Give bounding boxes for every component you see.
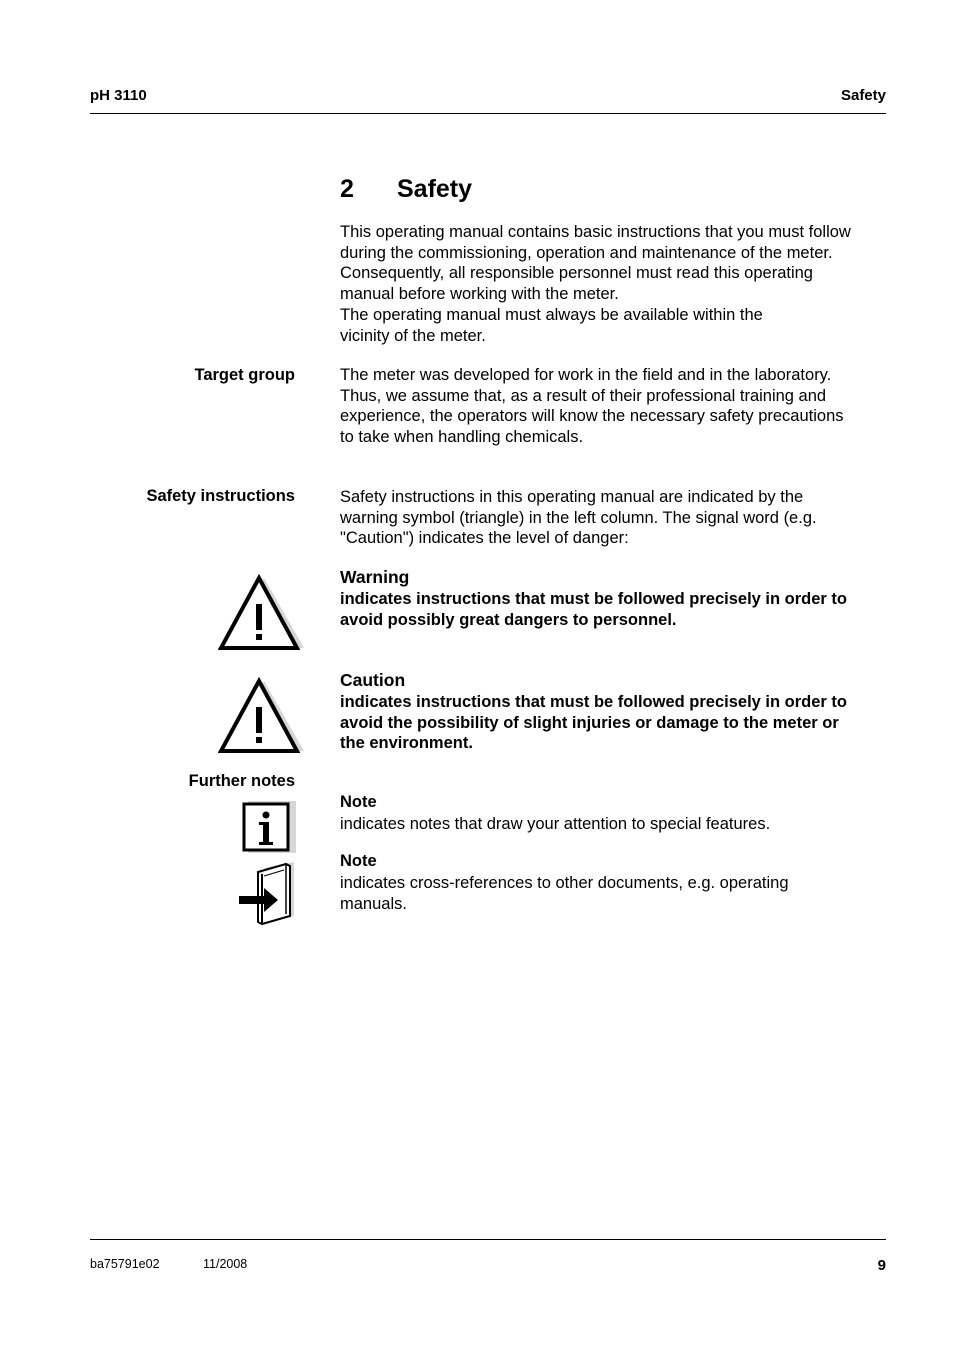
note-line: indicates notes that draw your attention to special features. [340, 815, 771, 833]
safety-instructions-line: Safety instructions in this operating manual are indicated by the [340, 488, 804, 506]
intro-line: during the commissioning, operation and maintenance of the meter. [340, 243, 833, 262]
note-heading: Note [340, 852, 377, 870]
warning-heading: Warning [340, 567, 410, 587]
note-line: manuals. [340, 894, 407, 913]
note-text [340, 814, 886, 835]
target-group-line: The meter was developed for work in the field and in the laboratory. [340, 366, 832, 384]
header-rule [90, 113, 886, 114]
chapter-number: 2 [340, 175, 354, 203]
caution-line: avoid the possibility of slight injuries or damage to the meter or [340, 713, 839, 732]
caution-heading: Caution [340, 670, 406, 690]
page-number: 9 [877, 1257, 886, 1274]
warning-line: avoid possibly great dangers to personnel. [340, 610, 677, 629]
intro-line: The operating manual must always be available within the [340, 305, 763, 324]
footer-date: 11/2008 [203, 1257, 248, 1271]
book-reference-icon [236, 858, 298, 926]
chapter-title: Safety [397, 175, 473, 203]
note-text [340, 873, 886, 914]
target-group-line: Thus, we assume that, as a result of their professional training and [340, 386, 827, 405]
warning-line: indicates instructions that must be followed precisely in order to [340, 590, 848, 608]
safety-instructions-line: warning symbol (triangle) in the left column. The signal word (e.g. [340, 508, 817, 527]
running-header-section: Safety [840, 87, 886, 104]
note-line: indicates cross-references to other documents, e.g. operating [340, 874, 789, 892]
note-heading: Note [340, 793, 377, 811]
side-heading-further-notes: Further notes [188, 772, 295, 790]
safety-instructions-paragraph [340, 487, 886, 549]
intro-line: manual before working with the meter. [340, 285, 619, 304]
intro-line: Consequently, all responsible personnel must read this operating [340, 264, 813, 283]
intro-line: This operating manual contains basic instructions that you must follow [340, 223, 851, 241]
running-header-product: pH 3110 [90, 87, 147, 104]
warning-triangle-icon [218, 574, 304, 652]
caution-line: indicates instructions that must be followed precisely in order to [340, 693, 848, 711]
target-group-paragraph [340, 365, 886, 448]
caution-triangle-icon [218, 677, 304, 755]
caution-text [340, 692, 886, 754]
target-group-line: to take when handling chemicals. [340, 428, 584, 447]
footer-rule [90, 1239, 886, 1240]
intro-line: vicinity of the meter. [340, 326, 486, 345]
caution-line: the environment. [340, 734, 473, 753]
footer-doc-id: ba75791e02 [90, 1257, 160, 1271]
warning-text [340, 589, 886, 630]
safety-instructions-line: "Caution") indicates the level of danger: [340, 529, 629, 548]
side-heading-target-group: Target group [194, 366, 295, 384]
info-icon [242, 798, 298, 854]
target-group-line: experience, the operators will know the necessary safety precautions [340, 407, 844, 426]
side-heading-safety-instructions: Safety instructions [146, 487, 295, 505]
intro-paragraph [340, 222, 886, 346]
